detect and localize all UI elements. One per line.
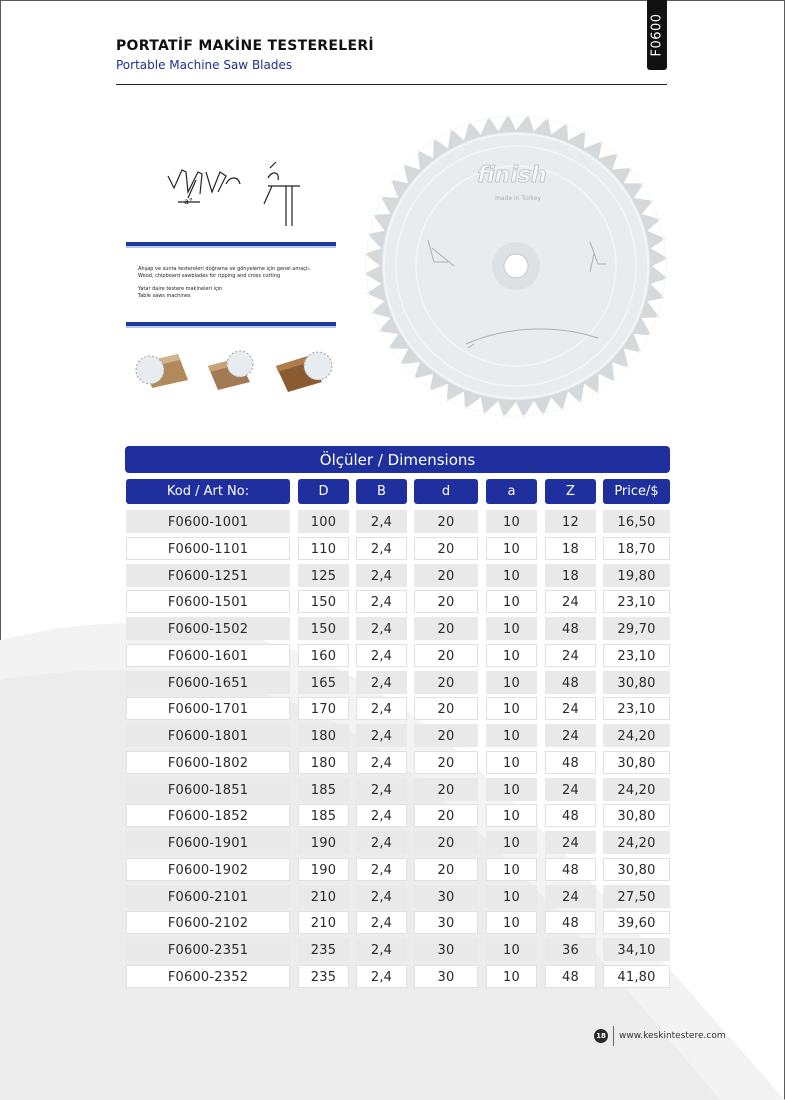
table-cell-Z: 24 [545,724,596,747]
table-cell-a: 10 [486,778,537,801]
table-cell-d: 30 [414,938,478,961]
table-cell-code: F0600-1001 [126,510,290,533]
table-cell-price: 30,80 [603,751,670,774]
blade-arbor-hole [504,254,528,278]
table-cell-d: 20 [414,671,478,694]
table-cell-B: 2,4 [356,911,407,934]
table-cell-d: 20 [414,804,478,827]
table-cell-D: 150 [298,617,349,640]
table-cell-D: 235 [298,965,349,988]
table-cell-d: 20 [414,590,478,613]
table-cell-Z: 48 [545,751,596,774]
dimensions-section-title: Ölçüler / Dimensions [125,446,670,473]
column-header-a: a [486,479,537,504]
table-cell-code: F0600-1801 [126,724,290,747]
page-subtitle: Portable Machine Saw Blades [116,58,293,72]
table-cell-d: 30 [414,911,478,934]
table-cell-D: 190 [298,858,349,881]
table-cell-Z: 24 [545,885,596,908]
table-cell-Z: 18 [545,537,596,560]
table-cell-price: 18,70 [603,537,670,560]
table-cell-a: 10 [486,885,537,908]
table-cell-Z: 24 [545,831,596,854]
table-cell-d: 30 [414,965,478,988]
table-cell-price: 16,50 [603,510,670,533]
product-code-tab [647,0,667,70]
table-cell-a: 10 [486,644,537,667]
blade-brand-logo: finish [477,163,547,188]
table-cell-d: 20 [414,537,478,560]
table-cell-B: 2,4 [356,885,407,908]
table-cell-code: F0600-1502 [126,617,290,640]
table-cell-B: 2,4 [356,778,407,801]
table-cell-Z: 48 [545,617,596,640]
table-cell-a: 10 [486,831,537,854]
table-cell-D: 160 [298,644,349,667]
table-cell-d: 20 [414,617,478,640]
table-cell-price: 24,20 [603,724,670,747]
table-cell-code: F0600-1101 [126,537,290,560]
table-cell-Z: 24 [545,778,596,801]
tooth-angle-diagram [160,158,310,228]
description-rule-bottom [126,322,336,328]
table-cell-B: 2,4 [356,724,407,747]
table-cell-price: 19,80 [603,564,670,587]
table-cell-price: 24,20 [603,831,670,854]
table-cell-Z: 18 [545,564,596,587]
column-header-Z: Z [545,479,596,504]
table-cell-D: 170 [298,697,349,720]
table-cell-B: 2,4 [356,938,407,961]
table-cell-price: 23,10 [603,590,670,613]
table-cell-a: 10 [486,911,537,934]
table-cell-D: 125 [298,564,349,587]
table-cell-price: 29,70 [603,617,670,640]
table-cell-a: 10 [486,804,537,827]
table-cell-Z: 48 [545,804,596,827]
table-cell-D: 165 [298,671,349,694]
product-code-label: F0600 [649,13,665,57]
table-cell-d: 20 [414,858,478,881]
column-header-code: Kod / Art No: [126,479,290,504]
table-cell-code: F0600-1851 [126,778,290,801]
table-cell-a: 10 [486,510,537,533]
table-cell-B: 2,4 [356,617,407,640]
table-cell-price: 23,10 [603,644,670,667]
description-line1-en: Wood, chipboard sawblades for ripping and cross cutting [138,273,281,279]
table-cell-price: 39,60 [603,911,670,934]
table-cell-B: 2,4 [356,671,407,694]
table-cell-B: 2,4 [356,858,407,881]
table-cell-price: 23,10 [603,697,670,720]
page-title: PORTATİF MAKİNE TESTERELERİ [116,38,374,54]
table-cell-code: F0600-1701 [126,697,290,720]
table-cell-code: F0600-1601 [126,644,290,667]
table-cell-Z: 24 [545,697,596,720]
description-block [138,266,338,300]
page-number: 18 [594,1029,608,1043]
table-cell-a: 10 [486,938,537,961]
table-cell-B: 2,4 [356,751,407,774]
table-cell-code: F0600-1651 [126,671,290,694]
footer-url[interactable]: www.keskintestere.com [619,1031,726,1041]
table-cell-Z: 48 [545,671,596,694]
table-cell-d: 20 [414,564,478,587]
background-wave [0,560,785,1100]
table-cell-D: 185 [298,778,349,801]
table-cell-code: F0600-2352 [126,965,290,988]
table-cell-B: 2,4 [356,590,407,613]
table-cell-Z: 24 [545,590,596,613]
blade-made-in: made in Turkey [495,195,541,202]
thumbnail-2 [208,351,253,390]
table-cell-B: 2,4 [356,831,407,854]
description-line1-tr: Ahşap ve sunta testereleri doğrama ve gönyeleme için genel amaçlı. [138,266,311,272]
table-cell-d: 20 [414,697,478,720]
table-cell-a: 10 [486,564,537,587]
table-cell-code: F0600-1251 [126,564,290,587]
table-cell-Z: 36 [545,938,596,961]
table-cell-d: 20 [414,724,478,747]
table-cell-D: 180 [298,724,349,747]
column-header-B: B [356,479,407,504]
table-cell-d: 20 [414,644,478,667]
description-rule-top [126,242,336,248]
table-cell-a: 10 [486,671,537,694]
table-cell-a: 10 [486,965,537,988]
column-header-d: d [414,479,478,504]
table-cell-D: 190 [298,831,349,854]
table-cell-a: 10 [486,537,537,560]
header-divider [116,84,667,85]
table-cell-code: F0600-1852 [126,804,290,827]
table-cell-B: 2,4 [356,564,407,587]
table-cell-B: 2,4 [356,644,407,667]
table-cell-price: 30,80 [603,804,670,827]
table-cell-B: 2,4 [356,510,407,533]
table-cell-code: F0600-1501 [126,590,290,613]
table-cell-B: 2,4 [356,965,407,988]
table-cell-code: F0600-2101 [126,885,290,908]
table-cell-D: 235 [298,938,349,961]
table-cell-price: 30,80 [603,671,670,694]
table-cell-a: 10 [486,751,537,774]
table-cell-d: 20 [414,510,478,533]
table-cell-Z: 24 [545,644,596,667]
table-cell-a: 10 [486,697,537,720]
table-cell-D: 210 [298,885,349,908]
table-cell-code: F0600-2351 [126,938,290,961]
application-thumbnails [128,342,338,396]
description-line2-en: Table saws machines [138,293,191,299]
description-line2-tr: Yatar daire testere makineleri için [138,286,223,292]
table-cell-D: 185 [298,804,349,827]
table-cell-d: 20 [414,831,478,854]
saw-blade-image [362,112,670,420]
table-cell-Z: 48 [545,911,596,934]
angle-label: a° [184,197,193,206]
table-cell-D: 210 [298,911,349,934]
table-cell-B: 2,4 [356,537,407,560]
table-cell-price: 34,10 [603,938,670,961]
table-cell-Z: 48 [545,858,596,881]
table-cell-a: 10 [486,858,537,881]
table-cell-a: 10 [486,590,537,613]
table-cell-D: 150 [298,590,349,613]
table-cell-Z: 48 [545,965,596,988]
table-cell-D: 180 [298,751,349,774]
table-cell-a: 10 [486,617,537,640]
column-header-D: D [298,479,349,504]
table-cell-B: 2,4 [356,804,407,827]
table-cell-d: 20 [414,751,478,774]
table-cell-code: F0600-1901 [126,831,290,854]
table-cell-a: 10 [486,724,537,747]
column-header-price: Price/$ [603,479,670,504]
table-cell-B: 2,4 [356,697,407,720]
table-cell-D: 100 [298,510,349,533]
footer-divider [613,1026,614,1046]
table-cell-price: 41,80 [603,965,670,988]
thumbnail-3 [276,352,332,392]
table-cell-d: 30 [414,885,478,908]
table-cell-Z: 12 [545,510,596,533]
thumbnail-1 [136,354,188,388]
table-cell-code: F0600-1902 [126,858,290,881]
table-cell-price: 24,20 [603,778,670,801]
table-cell-code: F0600-1802 [126,751,290,774]
table-cell-code: F0600-2102 [126,911,290,934]
table-cell-D: 110 [298,537,349,560]
table-cell-price: 27,50 [603,885,670,908]
table-cell-d: 20 [414,778,478,801]
table-cell-price: 30,80 [603,858,670,881]
